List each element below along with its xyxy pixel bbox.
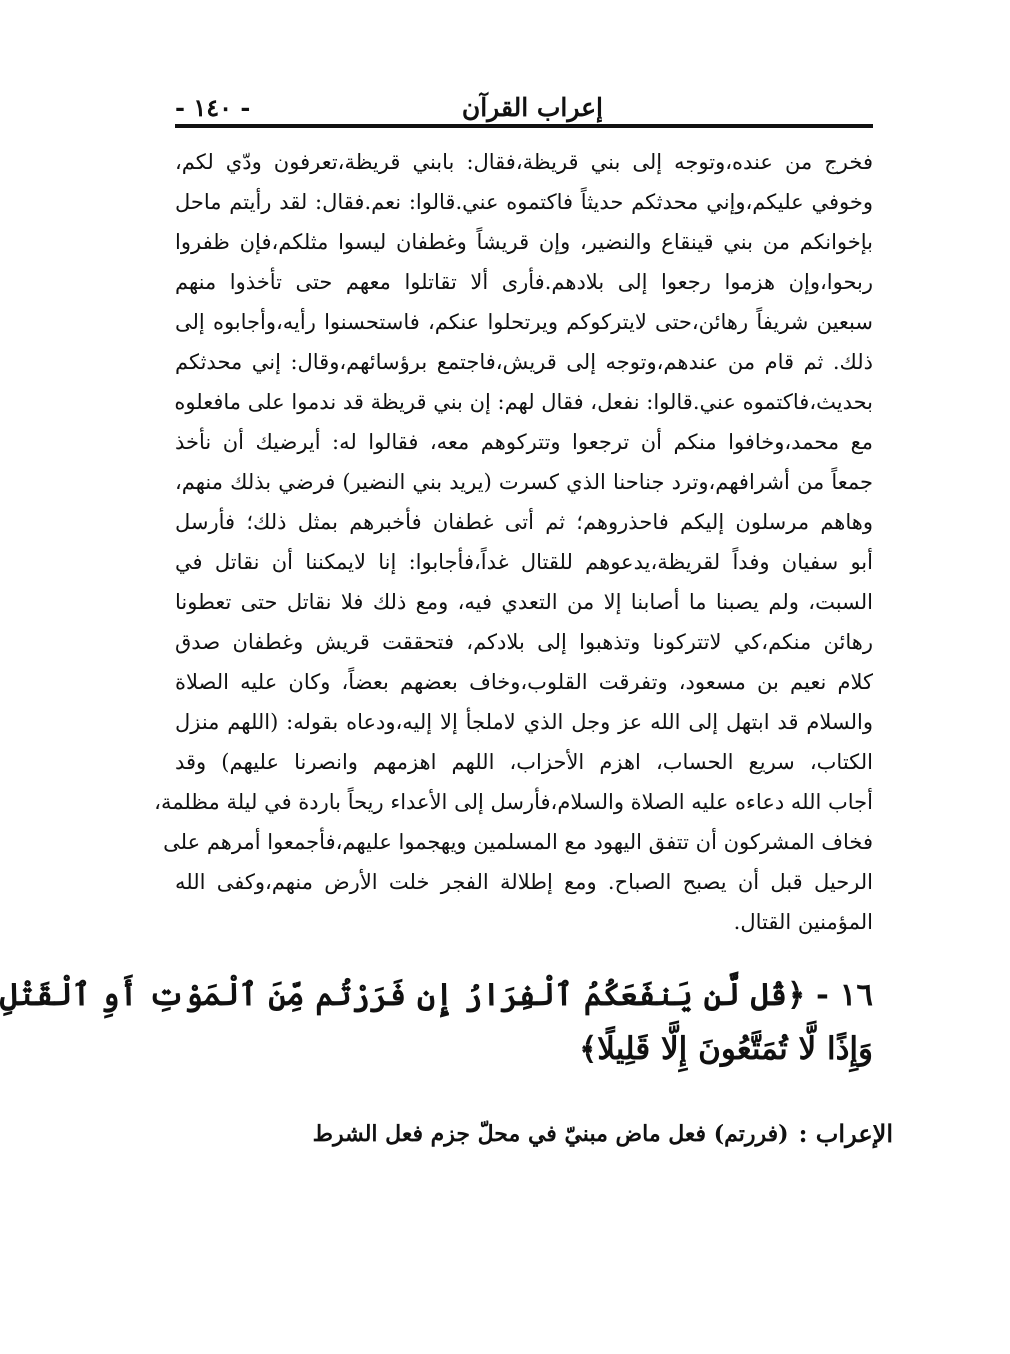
text-line: ذلك. ثم قام من عندهم،وتوجه إلى قريش،فاجتمع برؤسائهم،وقال: إني محدثكم <box>175 350 873 374</box>
page-header <box>175 82 873 128</box>
text-line: وهاهم مرسلون إليكم فاحذروهم؛ ثم أتى غطفان فأخبرهم بمثل ذلك؛ فأرسل <box>175 510 873 534</box>
text-line: وخوفي عليكم،وإني محدثكم حديثاً فاكتموه عني.قالوا: نعم.فقال: لقد رأيتم ماحل <box>175 190 873 214</box>
text-line: سبعين شريفاً رهائن،حتى لايتركوكم ويرتحلوا عنكم، فاستحسنوا رأيه،وأجابوه إلى <box>175 310 873 334</box>
verse-line-2: وَإِذًا لَّا تُمَتَّعُونَ إِلَّا قَلِيلًا﴾ <box>579 1031 873 1067</box>
body-text <box>154 142 873 942</box>
text-line: فخرج من عنده،وتوجه إلى بني قريظة،فقال: بابني قريظة،تعرفون ودّي لكم، <box>175 150 873 174</box>
text-line: بإخوانكم من بني قينقاع والنضير، وإن قريشاً وغطفان ليسوا مثلكم،فإن ظفروا <box>175 230 873 254</box>
text-line: أجاب الله دعاءه عليه الصلاة والسلام،فأرسل إلى الأعداء ريحاً باردة في ليلة مظلمة، <box>154 790 873 814</box>
text-line: جمعاً من أشرافهم،وترد جناحنا الذي كسرت (يريد بني النضير) فرضي بذلك منهم، <box>175 470 873 494</box>
irab-label: الإعراب : <box>798 1119 893 1148</box>
text-line: الرحيل قبل أن يصبح الصباح. ومع إطلالة الفجر خلت الأرض منهم،وكفى الله <box>175 870 873 894</box>
text-line: رهائن منكم،كي لاتتركونا وتذهبوا إلى بلادكم، فتحققت قريش وغطفان صدق <box>175 630 873 654</box>
text-line: ربحوا،وإن هزموا رجعوا إلى بلادهم.فأرى ألا تقاتلوا معهم حتى تأخذوا منهم <box>175 270 873 294</box>
text-line: والسلام قد ابتهل إلى الله عز وجل الذي لاملجأ إلا إليه،ودعاه بقوله: (اللهم منزل <box>175 710 873 734</box>
quran-verse <box>0 968 873 1076</box>
text-line: المؤمنين القتال. <box>733 910 873 934</box>
text-line: الكتاب، سريع الحساب، اهزم الأحزاب، اللهم اهزمهم وانصرنا عليهم) وقد <box>175 750 873 774</box>
text-line: السبت، ولم يصبنا ما أصابنا إلا من التعدي فيه، ومع ذلك فلا نقاتل حتى تعطونا <box>175 590 873 614</box>
text-line: فخاف المشركون أن تتفق اليهود مع المسلمين ويهجموا عليهم،فأجمعوا أمرهم على <box>163 830 873 854</box>
irab-text: (فررتم) فعل ماض مبنيّ في محلّ جزم فعل الشرط <box>312 1121 789 1147</box>
irab-section <box>175 1114 893 1154</box>
book-title: إعراب القرآن <box>461 93 603 122</box>
verse-line-1: ١٦ - ﴿قُل لَّن يَنفَعَكُمُ ٱلْفِرَارُ إِن فَرَرْتُم مِّنَ ٱلْمَوْتِ أَوِ ٱلْقَتْلِ <box>0 977 873 1013</box>
text-line: مع محمد،وخافوا منكم أن ترجعوا وتتركوهم معه، فقالوا له: أيرضيك أن نأخذ <box>175 430 873 454</box>
page-number: - ١٤٠ - <box>175 93 251 122</box>
text-line: كلام نعيم بن مسعود، وتفرقت القلوب،وخاف بعضهم بعضاً، وكان عليه الصلاة <box>175 670 873 694</box>
text-line: أبو سفيان وفداً لقريظة،يدعوهم للقتال غداً،فأجابوا: إنا لايمكننا أن نقاتل في <box>175 550 873 574</box>
document-page <box>0 82 893 1322</box>
text-line: بحديث،فاكتموه عني.قالوا: نفعل، فقال لهم: إن بني قريظة قد ندموا على مافعلوه <box>174 390 873 414</box>
